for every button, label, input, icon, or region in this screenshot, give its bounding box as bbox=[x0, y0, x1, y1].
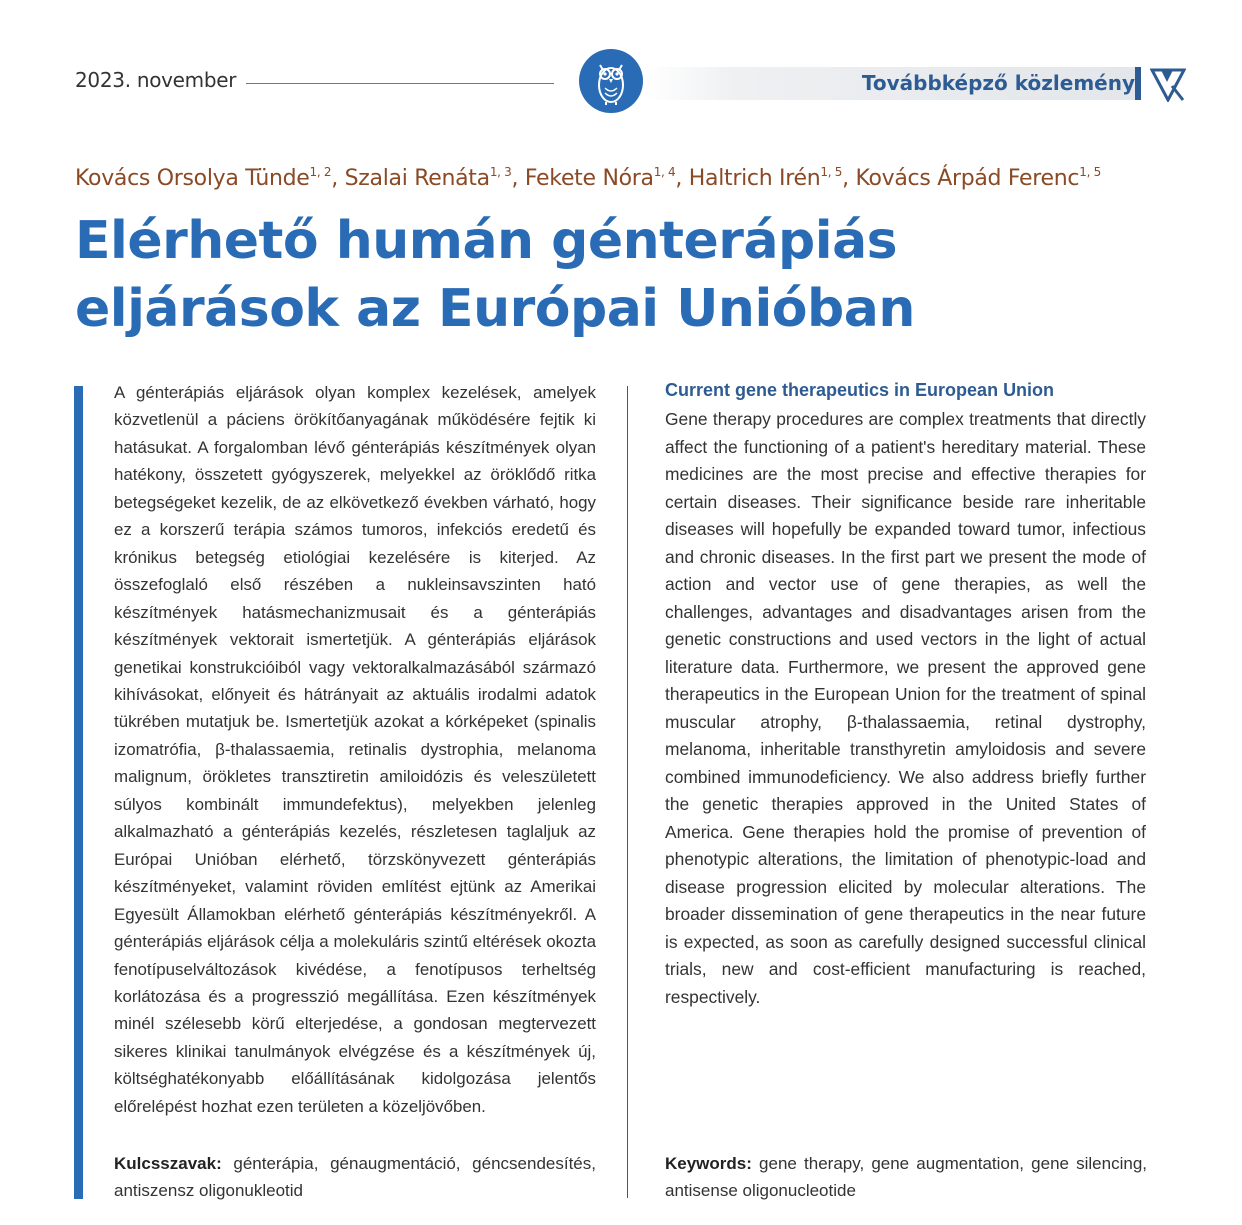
abstract-hungarian: A génterápiás eljárások olyan komplex kezelések, amelyek közvetlenül a páciens örökítőanyagának működésére fejtik ki hatásukat. A forgalomban lévő génterápiás készítmények olyan hatékony, összetett gyógyszerek, melyekkel az öröklődő ritka betegségeket kezelik, de az elkövetkező években várható, hogy ez a korszerű terápia számos tumoros, infekciós eredetű és krónikus betegség etiológiai kezelésére is kiterjed. Az összefoglaló első részében a nukleinsavszinten ható készítmények hatásmechanizmusait és a génterápiás készítmények vektorait ismertetjük. A génterápiás eljárások genetikai konstrukcióiból vagy vektoralkalmazásából származó kihívásokat, előnyeit és hátrányait az aktuális irodalmi adatok tükrében mutatjuk be. Ismertetjük azokat a kórképeket (spinalis izomatrófia, β-thalassaemia, retinalis dystrophia, melanoma malignum, örökletes transztiretin amiloidózis és veleszületett súlyos kombinált immundefektus), melyekben jelenleg alkalmazható a génterápiás kezelés, részletesen taglaljuk az Európai Unióban elérhető, törzskönyvezett génterápiás készítményeket, valamint röviden említést ejtünk az Amerikai Egyesült Államokban elérhető génterápiás készítményekről. A génterápiás eljárások célja a molekuláris szintű eltérések okozta fenotípuselváltozások kivédése, a fenotípusos terheltség korlátozása és a progresszió megállítása. Ezen készítmények minél szélesebb körű elterjedése, a gondosan megtervezett sikeres klinikai tanulmányok elvégzése és a készítmények új, költséghatékonyabb előállításának kidolgozása jelentős előrelépést hozhat ezen területen a közeljövőben. bbox=[114, 383, 596, 1116]
title-line-1: Elérhető humán génterápiás bbox=[75, 211, 898, 271]
author-separator: , bbox=[842, 166, 856, 191]
keywords-hungarian bbox=[114, 1150, 596, 1204]
author-separator: , bbox=[675, 166, 689, 191]
keywords-english bbox=[665, 1150, 1147, 1204]
date: 2023. november bbox=[75, 68, 237, 92]
abstract-accent-bar bbox=[74, 386, 83, 1199]
column-divider bbox=[627, 386, 628, 1198]
author-affiliation: 1, 2 bbox=[309, 165, 332, 179]
title-line-2: eljárások az Európai Unióban bbox=[75, 279, 915, 339]
author-affiliation: 1, 5 bbox=[1079, 165, 1101, 179]
keywords-label: Kulcsszavak: bbox=[114, 1154, 222, 1173]
triangle-mark-icon bbox=[1150, 66, 1186, 102]
abstract-english-title: Current gene therapeutics in European Union bbox=[665, 380, 1055, 400]
header-rule bbox=[246, 83, 554, 84]
owl-logo-icon bbox=[578, 48, 644, 114]
author-affiliation: 1, 3 bbox=[489, 165, 512, 179]
keywords-label: Keywords: bbox=[665, 1154, 752, 1173]
author-separator: , bbox=[331, 166, 345, 191]
article-title bbox=[75, 207, 1175, 343]
author-name: Kovács Árpád Ferenc bbox=[855, 166, 1080, 191]
author-name: Haltrich Irén bbox=[688, 166, 821, 191]
author-name: Fekete Nóra bbox=[524, 166, 654, 191]
keywords-text: gene therapy, gene augmentation, gene silencing, antisense oligonucleotide bbox=[665, 1154, 1147, 1200]
author-name: Kovács Orsolya Tünde bbox=[75, 166, 310, 191]
category-label: Továbbképző közlemény bbox=[861, 71, 1135, 95]
author-affiliation: 1, 5 bbox=[820, 165, 843, 179]
category-bar bbox=[1135, 67, 1141, 100]
author-list bbox=[75, 165, 1101, 191]
abstract-english: Gene therapy procedures are complex treatments that directly affect the functioning of a patient's hereditary material. These medicines are the most precise and effective therapies for certain diseases. Their significance beside rare inheritable diseases will hopefully be expanded toward tumor, infectious and chronic diseases. In the first part we present the mode of action and vector use of gene therapies, as well the challenges, advantages and disadvantages arisen from the genetic constructions and used vectors in the light of actual literature data. Furthermore, we present the approved gene therapeutics in the European Union for the treatment of spinal muscular atrophy, β-thalassaemia, retinal dystrophy, melanoma, inheritable transthyretin amyloidosis and severe combined immunodeficiency. We also address briefly further the genetic therapies approved in the United States of America. Gene therapies hold the promise of prevention of phenotypic alterations, the limitation of phenotypic-load and disease progression elicited by molecular alterations. The broader dissemination of gene therapeutics in the near future is expected, as soon as carefully designed successful clinical trials, new and cost-efficient manufacturing is reached, respectively. bbox=[665, 409, 1146, 1007]
keywords-text: génterápia, génaugmentáció, géncsendesítés, antiszensz oligonukleotid bbox=[114, 1154, 596, 1200]
author-name: Szalai Renáta bbox=[344, 166, 490, 191]
author-separator: , bbox=[511, 166, 525, 191]
author-affiliation: 1, 4 bbox=[653, 165, 676, 179]
